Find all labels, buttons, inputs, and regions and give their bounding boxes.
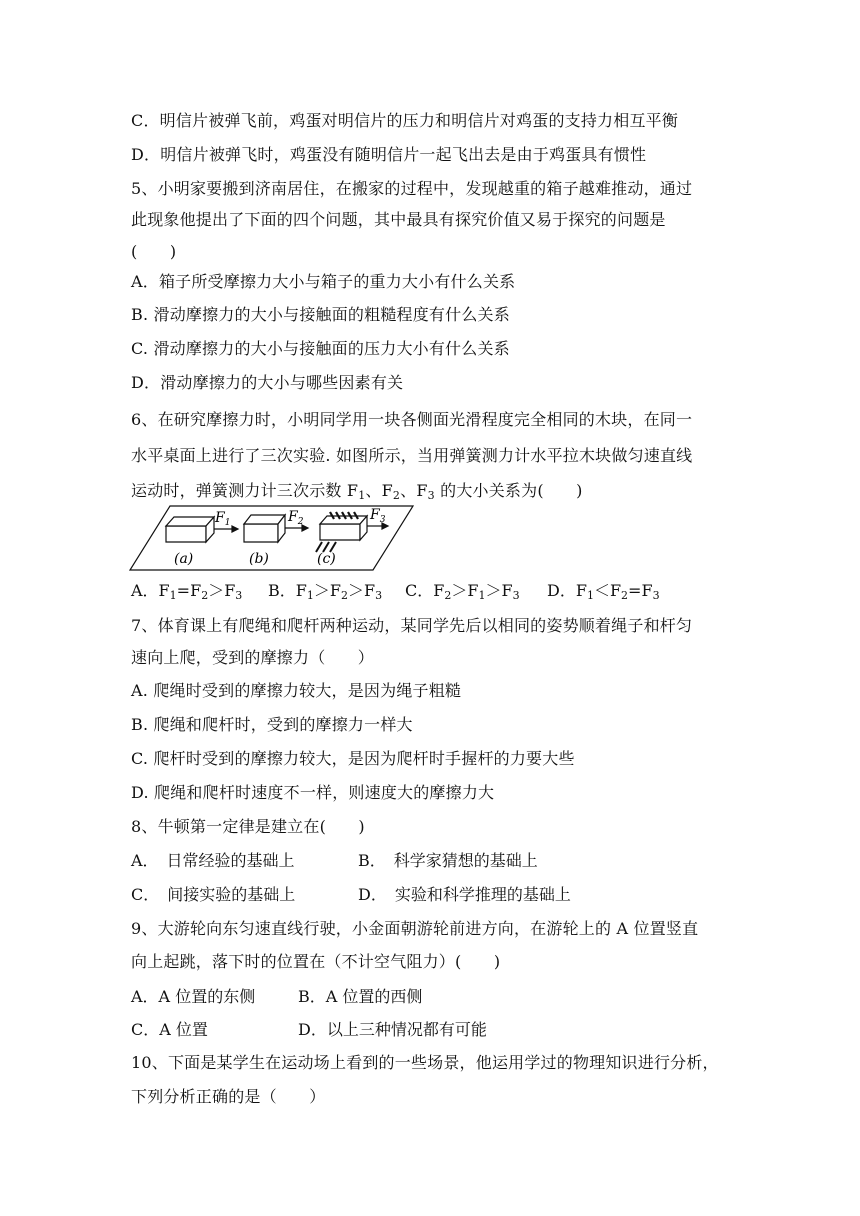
label-b: (b) bbox=[249, 551, 269, 567]
q6-option-d: D．$F_1<F_2=F_3$ bbox=[547, 581, 660, 602]
q5-option-d: D．滑动摩擦力的大小与哪些因素有关 bbox=[131, 373, 404, 392]
q5-stem-line1: 5、小明家要搬到济南居住，在搬家的过程中，发现越重的箱子越难推动，通过 bbox=[131, 179, 693, 198]
q5-option-a: A．箱子所受摩擦力大小与箱子的重力大小有什么关系 bbox=[131, 272, 516, 291]
friction-experiment-figure bbox=[128, 502, 418, 574]
q7-option-c: C. 爬杆时受到的摩擦力较大，是因为爬杆时手握杆的力要大些 bbox=[131, 749, 575, 768]
q9-option-a: A．A 位置的东侧 bbox=[131, 987, 256, 1006]
q5-option-b: B. 滑动摩擦力的大小与接触面的粗糙程度有什么关系 bbox=[131, 305, 510, 324]
q6-option-b: B．$F_1>F_2>F_3$ bbox=[268, 581, 383, 602]
q8-option-b: B． 科学家猜想的基础上 bbox=[358, 851, 538, 870]
q6-option-a: A．$F_1=F_2>F_3$ bbox=[131, 581, 243, 602]
q10-stem-line1: 10、下面是某学生在运动场上看到的一些场景，他运用学过的物理知识进行分析， bbox=[131, 1053, 719, 1072]
q7-option-d: D. 爬绳和爬杆时速度不一样，则速度大的摩擦力大 bbox=[131, 783, 495, 802]
label-a: (a) bbox=[174, 551, 194, 567]
q5-option-c: C. 滑动摩擦力的大小与接触面的压力大小有什么关系 bbox=[131, 339, 510, 358]
block-b bbox=[244, 524, 278, 542]
q9-option-c: C．A 位置 bbox=[131, 1020, 208, 1039]
q6-stem-line2: 水平桌面上进行了三次实验. 如图所示，当用弹簧测力计水平拉木块做匀速直线 bbox=[131, 446, 693, 465]
q8-option-a: A． 日常经验的基础上 bbox=[131, 851, 295, 870]
q9-option-d: D．以上三种情况都有可能 bbox=[298, 1020, 487, 1039]
force-label-f3: $F_3$ bbox=[370, 507, 386, 525]
q9-stem-line2: 向上起跳，落下时的位置在（不计空气阻力）( ) bbox=[131, 952, 501, 971]
q7-stem-line1: 7、体育课上有爬绳和爬杆两种运动，某同学先后以相同的姿势顺着绳子和杆匀 bbox=[131, 616, 693, 635]
q7-stem-line2: 速向上爬，受到的摩擦力（ ） bbox=[131, 648, 375, 667]
q6-stem-line3: 运动时，弹簧测力计三次示数 $F_1$、$F_2$、$F_3$ 的大小关系为( ) bbox=[131, 481, 583, 502]
block-c bbox=[320, 524, 360, 540]
q5-stem-line2: 此现象他提出了下面的四个问题，其中最具有探究价值又易于探究的问题是 bbox=[131, 210, 666, 229]
block-a bbox=[166, 526, 206, 542]
q7-option-a: A. 爬绳时受到的摩擦力较大，是因为绳子粗糙 bbox=[131, 681, 462, 700]
force-label-f1: $F_1$ bbox=[215, 510, 231, 528]
label-c: (c) bbox=[317, 551, 336, 567]
q5-stem-line3: ( ) bbox=[131, 242, 177, 261]
q8-option-d: D． 实验和科学推理的基础上 bbox=[358, 885, 571, 904]
q6-stem-line1: 6、在研究摩擦力时，小明同学用一块各侧面光滑程度完全相同的木块，在同一 bbox=[131, 410, 693, 429]
q10-stem-line2: 下列分析正确的是（ ） bbox=[131, 1087, 326, 1106]
q4-option-c: C．明信片被弹飞前，鸡蛋对明信片的压力和明信片对鸡蛋的支持力相互平衡 bbox=[131, 111, 679, 130]
q4-option-d: D．明信片被弹飞时，鸡蛋没有随明信片一起飞出去是由于鸡蛋具有惯性 bbox=[131, 145, 647, 164]
force-label-f2: $F_2$ bbox=[288, 509, 304, 527]
q7-option-b: B. 爬绳和爬杆时，受到的摩擦力一样大 bbox=[131, 715, 413, 734]
q6-option-c: C．$F_2>F_1>F_3$ bbox=[405, 581, 520, 602]
q8-option-c: C． 间接实验的基础上 bbox=[131, 885, 296, 904]
q9-option-b: B．A 位置的西侧 bbox=[298, 987, 423, 1006]
q9-stem-line1: 9、大游轮向东匀速直线行驶，小金面朝游轮前进方向，在游轮上的 A 位置竖直 bbox=[131, 919, 699, 938]
q8-stem: 8、牛顿第一定律是建立在( ) bbox=[131, 817, 365, 836]
